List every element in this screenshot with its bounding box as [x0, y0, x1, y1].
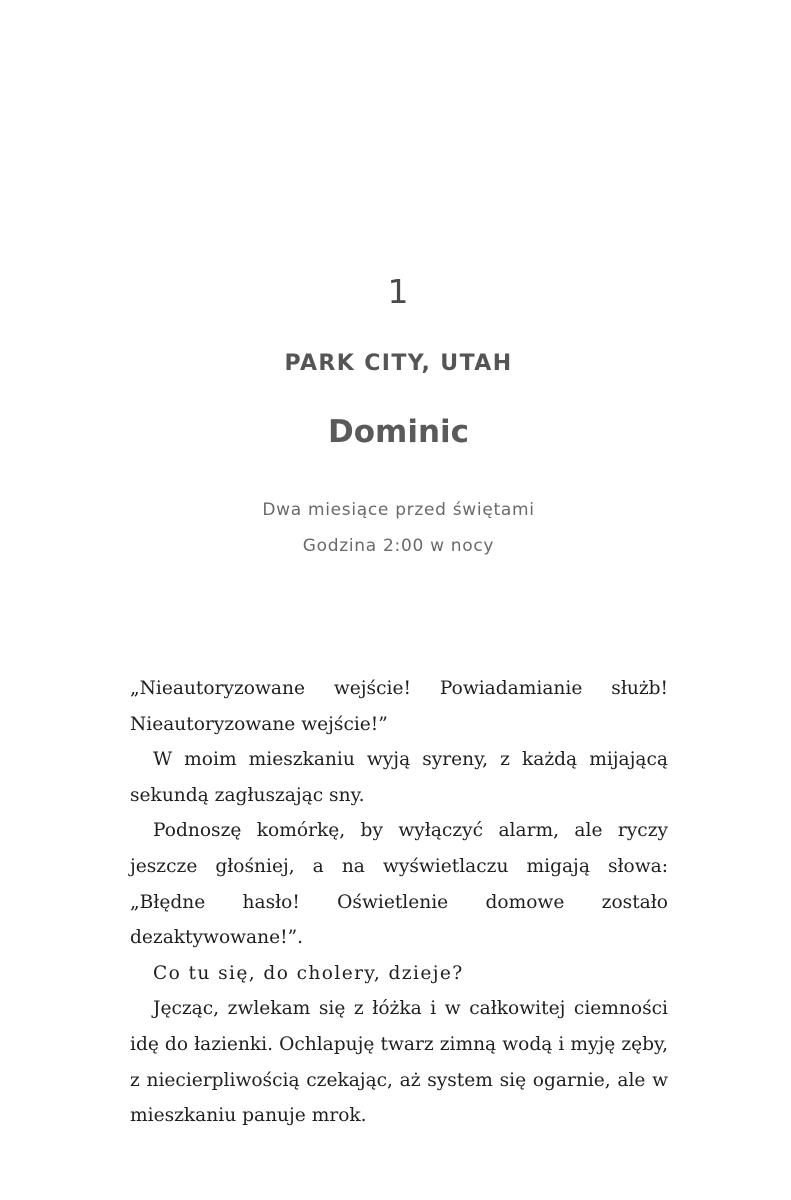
chapter-body [130, 671, 668, 1134]
paragraph: „Nieautoryzowane wejście! Powiadamianie służb! Nieautoryzowane wejście!” [130, 678, 668, 735]
chapter-subheading-time: Dwa miesiące przed świętami [262, 500, 535, 520]
paragraph: Jęcząc, zwlekam się z łóżka i w całkowitej ciemności idę do łazienki. Ochlapuję twarz zimną wodą i myję zęby, z niecierpliwością czekając, aż system się ogarnie, ale w mieszkaniu panuje mrok. [130, 998, 668, 1127]
paragraph: W moim mieszkaniu wyją syreny, z każdą mijającą sekundą zagłuszając sny. [130, 749, 668, 806]
chapter-location: PARK CITY, UTAH [284, 351, 513, 376]
paragraph: Podnoszę komórkę, by wyłączyć alarm, ale ryczy jeszcze głośniej, a na wyświetlaczu migają słowa: „Błędne hasło! Oświetlenie domowe zostało dezaktywowane!”. [130, 820, 668, 949]
chapter-number: 1 [387, 272, 410, 311]
chapter-subheading-hour: Godzina 2:00 w nocy [302, 536, 495, 556]
paragraph: Co tu się, do cholery, dzieje? [153, 962, 464, 984]
chapter-narrator: Dominic [327, 414, 470, 450]
